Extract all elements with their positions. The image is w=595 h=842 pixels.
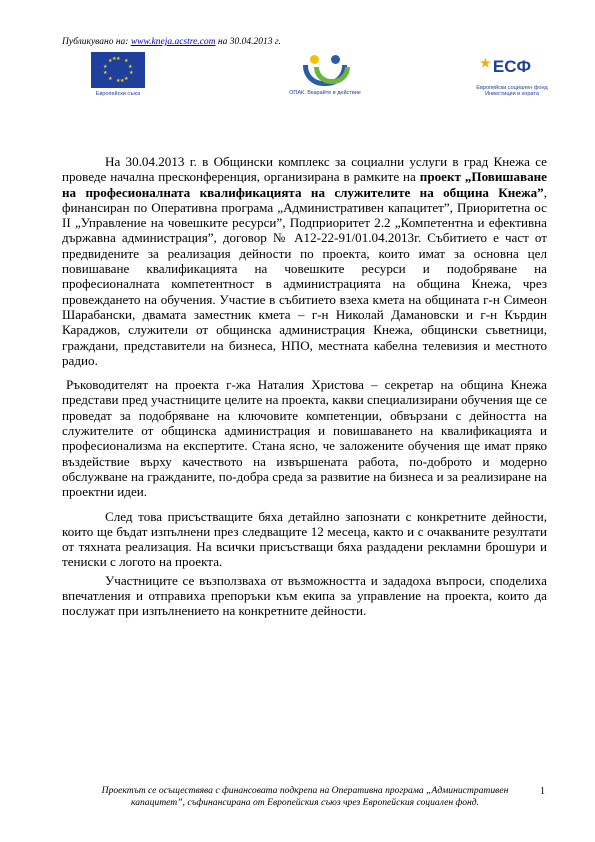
eu-flag-icon: ★ ★ ★ ★ ★ ★ ★ ★ ★ ★ ★ ★: [91, 52, 145, 88]
opak-logo: [270, 55, 380, 96]
footer-line-2: капацитет”, съфинансирана от Европейския съюз чрез Европейския социален фонд.: [130, 797, 480, 808]
star-icon: ★: [480, 56, 491, 70]
article-body: [62, 154, 547, 628]
published-suffix: на 30.04.2013 г.: [215, 37, 281, 47]
eu-caption: Европейски съюз: [95, 91, 141, 97]
paragraph-4: Участниците се възползваха от възможността и зададоха въпроси, споделиха впечатления и отправиха препоръки към екипа за управление на проекта, които да послужат при изпълнението на конкретните дейности.: [62, 572, 547, 619]
eu-logo: [88, 52, 148, 97]
paragraph-1-text-a: На 30.04.2013 г. в Общински комплекс за социални услуги в град Кнежа се проведе начална пресконференция, организирана в рамките на: [62, 154, 547, 185]
esf-caption-line2: Инвестиции в хората: [485, 91, 539, 97]
esf-label: ЕСФ: [492, 57, 532, 76]
paragraph-1-text-b: , финансиран по Оперативна програма „Административен капацитет”, Приоритетна ос II „Управление на човешките ресурси”, Подприоритет 2.2 „Компетентна и ефективна държавна администрация”, договор № А12-22-91/01.04.2013г. Събитието е част от предвидените за реализация дейности по проекта, които имат за основна цел повишаване квалификацията на човешките ресурси и подобряване на професионалната компетентност в администрацията на община Кнежа, чрез провеждането на обучения. Участие в събитието взеха кмета на общината г-н Симеон Шарабански, двамата заместник кмета – г-н Николай Дамановски и г-н Кърдин Караджов, служители от общинска администрация Кнежа, общински съветници, граждани, представители на бизнеса, НПО, местната кабелна телевизия и местното радио.: [62, 184, 547, 368]
project-title: проект „Повишаване на професионалната квалификацията на служителите на община Кнежа”: [62, 169, 547, 200]
paragraph-1: [62, 154, 547, 368]
page-number: 1: [540, 786, 545, 797]
footer-note: [80, 785, 530, 809]
paragraph-2: Ръководителят на проекта г-жа Наталия Христова – секретар на община Кнежа представи пред участниците целите на проекта, какви специализирани обучения ще се проведат за подобряване на ключовите компетенции, обвързани с дейността на служителите от общинска администрация и повишаването на квалификацията и професионализма на експертите. Стана ясно, че заложените обучения ще имат пряко въздействие върху качеството на извършената работа, по-доброто и модерно обслужване на гражданите, по-добра среда за развитие на бизнеса и за реализиране на проектни идеи.: [62, 377, 547, 500]
published-prefix: Публикувано на:: [62, 37, 131, 47]
esf-mark: [472, 52, 552, 82]
esf-logo: [472, 52, 552, 97]
footer-line-1: Проектът се осъществява с финансовата подкрепа на Оперативна програма „Административен: [101, 785, 509, 796]
published-note: [62, 37, 281, 47]
published-link[interactable]: www.kneja.acstre.com: [130, 37, 216, 47]
opak-icon: [300, 55, 350, 87]
paragraph-3: След това присъстващите бяха детайлно запознати с конкретните дейности, които ще бъдат изпълнени през следващите 12 месеца, както и с очакваните резултати от тяхната реализация. На всички присъстващи бяха раздадени рекламни брошури и тениски с логото на проекта.: [62, 508, 547, 570]
esf-caption-line1: Европейски социален фонд: [476, 85, 548, 91]
opak-caption: ОПАК. Вкарайте в действие: [289, 90, 361, 96]
